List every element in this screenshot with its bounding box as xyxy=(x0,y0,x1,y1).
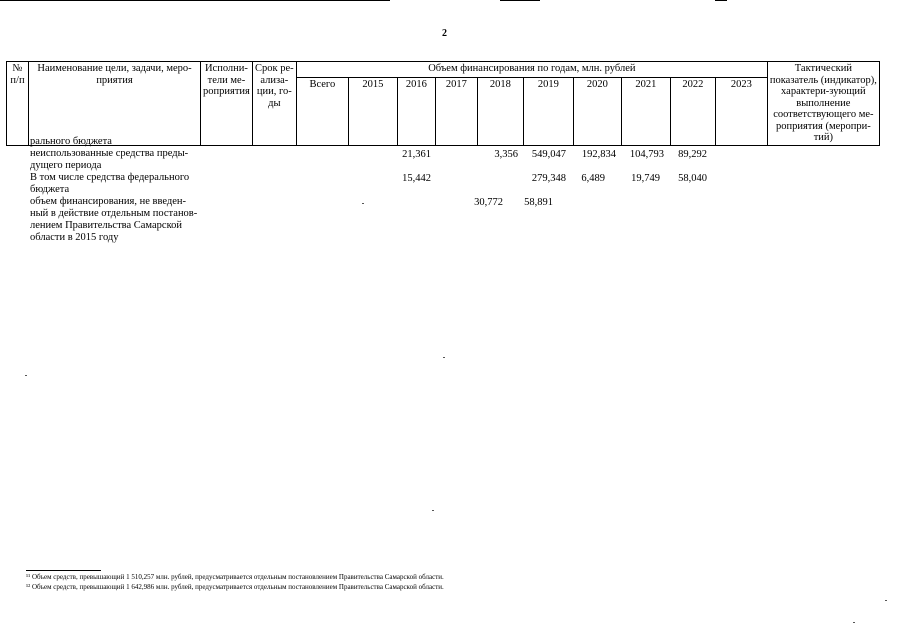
table-cell: 21,361 xyxy=(402,149,431,160)
table-cell: 6,489 xyxy=(581,173,605,184)
row-label: объем финансирования, не введен-ный в действие отдельным постанов-лением Правительства Самарской области в 2015 году xyxy=(30,196,198,243)
header-year-total: Всего xyxy=(296,78,348,145)
table-cell: 279,348 xyxy=(531,173,566,184)
row-label: неиспользованные средства преды-дущего периода xyxy=(30,148,189,171)
header-no: № п/п xyxy=(7,62,29,146)
table-cell: 19,749 xyxy=(631,173,660,184)
scan-dot xyxy=(432,510,434,511)
table-cell: 3,356 xyxy=(494,149,518,160)
header-year-2017: 2017 xyxy=(435,78,477,145)
table-cell: 89,292 xyxy=(678,149,707,160)
scan-dot xyxy=(362,203,364,204)
table-cell: 58,891 xyxy=(524,197,553,208)
header-name: Наименование цели, задачи, меро-приятия xyxy=(29,62,201,146)
header-year-2015: 2015 xyxy=(348,78,397,145)
footnote-rule xyxy=(26,570,101,571)
header-year-2020: 2020 xyxy=(573,78,621,145)
header-year-2023: 2023 xyxy=(715,78,767,145)
header-year-2021: 2021 xyxy=(621,78,670,145)
table-cell: 192,834 xyxy=(581,149,616,160)
scan-edge-line xyxy=(0,0,390,1)
footnote: ¹¹ Объем средств, превышающий 1 510,257 млн. рублей, предусматривается отдельным постановлением Правительства Самарской области. xyxy=(26,573,444,581)
table-cell: 58,040 xyxy=(678,173,707,184)
header-year-2018: 2018 xyxy=(477,78,523,145)
table-cell: 30,772 xyxy=(474,197,503,208)
header-year-2019: 2019 xyxy=(523,78,573,145)
row-label: В том числе средства федерального бюджета xyxy=(30,172,190,195)
scan-edge-line xyxy=(715,0,727,1)
scan-dot xyxy=(885,600,887,601)
table-cell: 15,442 xyxy=(402,173,431,184)
header-financing: Объем финансирования по годам, млн. рублей xyxy=(296,62,767,78)
footnote: ¹² Объем средств, превышающий 1 642,986 млн. рублей, предусматривается отдельным постановлением Правительства Самарской области. xyxy=(26,583,444,591)
financing-table-header xyxy=(6,61,880,146)
header-term: Срок ре-ализа-ции, го-ды xyxy=(252,62,296,146)
table-cell: 549,047 xyxy=(531,149,566,160)
header-indicator: Тактический показатель (индикатор), характери-зующий выполнение соответствующего ме-роприятия (меропри-тий) xyxy=(767,62,879,146)
table-cell: 104,793 xyxy=(629,149,664,160)
scan-dot xyxy=(443,357,445,358)
scan-edge-line xyxy=(500,0,540,1)
header-year-2022: 2022 xyxy=(670,78,715,145)
header-executors: Исполни-тели ме-роприятия xyxy=(201,62,253,146)
row-label: рального бюджета xyxy=(30,136,112,147)
header-year-2016: 2016 xyxy=(397,78,435,145)
scan-dot xyxy=(853,622,855,623)
scan-dot xyxy=(25,375,27,376)
page-number: 2 xyxy=(442,28,447,39)
